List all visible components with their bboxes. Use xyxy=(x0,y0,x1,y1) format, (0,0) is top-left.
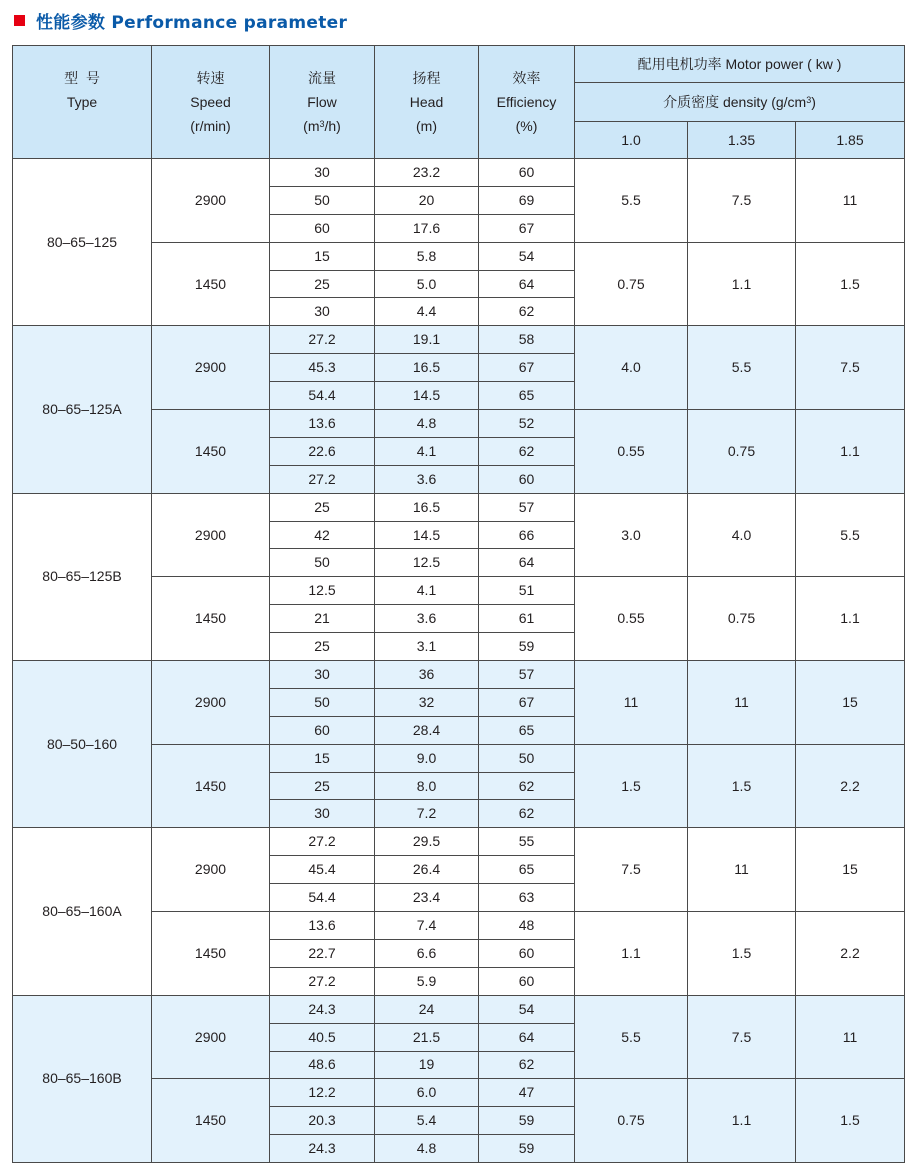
efficiency-cell: 55 xyxy=(479,828,575,856)
speed-cell: 1450 xyxy=(152,744,270,828)
efficiency-cell: 67 xyxy=(479,354,575,382)
efficiency-cell: 64 xyxy=(479,270,575,298)
performance-table xyxy=(12,45,905,1163)
flow-cell: 45.3 xyxy=(270,354,375,382)
power-1-35-cell: 7.5 xyxy=(688,995,796,1079)
head-cell: 16.5 xyxy=(375,354,479,382)
efficiency-cell: 58 xyxy=(479,326,575,354)
head-cell: 4.1 xyxy=(375,437,479,465)
power-1-0-cell: 1.5 xyxy=(575,744,688,828)
efficiency-cell: 59 xyxy=(479,633,575,661)
power-1-0-cell: 0.55 xyxy=(575,577,688,661)
power-1-85-cell: 11 xyxy=(796,995,905,1079)
power-1-85-cell: 1.1 xyxy=(796,410,905,494)
flow-cell: 50 xyxy=(270,549,375,577)
flow-cell: 15 xyxy=(270,242,375,270)
efficiency-cell: 57 xyxy=(479,493,575,521)
power-1-35-cell: 11 xyxy=(688,661,796,745)
speed-cell: 1450 xyxy=(152,577,270,661)
efficiency-cell: 67 xyxy=(479,688,575,716)
head-cell: 5.4 xyxy=(375,1107,479,1135)
table-header xyxy=(13,46,905,159)
flow-cell: 25 xyxy=(270,270,375,298)
efficiency-cell: 60 xyxy=(479,939,575,967)
head-cell: 3.6 xyxy=(375,465,479,493)
power-1-85-cell: 1.5 xyxy=(796,242,905,326)
flow-cell: 13.6 xyxy=(270,410,375,438)
power-1-0-cell: 3.0 xyxy=(575,493,688,577)
efficiency-cell: 62 xyxy=(479,800,575,828)
power-1-0-cell: 7.5 xyxy=(575,828,688,912)
head-cell: 9.0 xyxy=(375,744,479,772)
model-type-cell: 80–65–160B xyxy=(13,995,152,1162)
speed-cell: 2900 xyxy=(152,326,270,410)
efficiency-cell: 63 xyxy=(479,884,575,912)
efficiency-cell: 62 xyxy=(479,437,575,465)
speed-cell: 2900 xyxy=(152,159,270,243)
header-density: 介质密度 density $(g/cm^3)$ xyxy=(575,83,905,122)
power-1-35-cell: 7.5 xyxy=(688,159,796,243)
efficiency-cell: 65 xyxy=(479,856,575,884)
power-1-0-cell: 11 xyxy=(575,661,688,745)
flow-cell: 25 xyxy=(270,772,375,800)
flow-cell: 60 xyxy=(270,214,375,242)
power-1-35-cell: 11 xyxy=(688,828,796,912)
efficiency-cell: 50 xyxy=(479,744,575,772)
efficiency-cell: 59 xyxy=(479,1135,575,1163)
header-head: 扬程 Head (m) xyxy=(375,46,479,159)
efficiency-cell: 60 xyxy=(479,465,575,493)
head-cell: 5.8 xyxy=(375,242,479,270)
power-1-0-cell: 4.0 xyxy=(575,326,688,410)
power-1-0-cell: 5.5 xyxy=(575,995,688,1079)
head-cell: 20 xyxy=(375,186,479,214)
efficiency-cell: 64 xyxy=(479,549,575,577)
flow-cell: 30 xyxy=(270,661,375,689)
flow-cell: 27.2 xyxy=(270,967,375,995)
power-1-35-cell: 1.5 xyxy=(688,744,796,828)
speed-cell: 2900 xyxy=(152,995,270,1079)
flow-cell: 54.4 xyxy=(270,382,375,410)
efficiency-cell: 59 xyxy=(479,1107,575,1135)
header-flow: 流量 Flow $(m^3/h)$ xyxy=(270,46,375,159)
head-cell: 7.2 xyxy=(375,800,479,828)
flow-cell: 27.2 xyxy=(270,465,375,493)
red-square-marker-icon xyxy=(14,15,25,26)
efficiency-cell: 51 xyxy=(479,577,575,605)
speed-cell: 1450 xyxy=(152,410,270,494)
efficiency-cell: 67 xyxy=(479,214,575,242)
efficiency-cell: 64 xyxy=(479,1023,575,1051)
speed-cell: 1450 xyxy=(152,1079,270,1163)
head-cell: 6.0 xyxy=(375,1079,479,1107)
efficiency-cell: 62 xyxy=(479,298,575,326)
head-cell: 4.8 xyxy=(375,1135,479,1163)
head-cell: 36 xyxy=(375,661,479,689)
head-cell: 19.1 xyxy=(375,326,479,354)
head-cell: 24 xyxy=(375,995,479,1023)
power-1-35-cell: 1.1 xyxy=(688,242,796,326)
head-cell: 29.5 xyxy=(375,828,479,856)
power-1-35-cell: 0.75 xyxy=(688,577,796,661)
flow-cell: 30 xyxy=(270,159,375,187)
table-row xyxy=(13,326,905,354)
head-cell: 4.8 xyxy=(375,410,479,438)
header-efficiency: 效率 Efficiency (%) xyxy=(479,46,575,159)
table-row xyxy=(13,995,905,1023)
model-type-cell: 80–50–160 xyxy=(13,661,152,828)
power-1-85-cell: 1.1 xyxy=(796,577,905,661)
head-cell: 28.4 xyxy=(375,716,479,744)
head-cell: 14.5 xyxy=(375,382,479,410)
flow-cell: 30 xyxy=(270,800,375,828)
flow-cell: 54.4 xyxy=(270,884,375,912)
head-cell: 19 xyxy=(375,1051,479,1079)
efficiency-cell: 60 xyxy=(479,967,575,995)
flow-cell: 20.3 xyxy=(270,1107,375,1135)
power-1-35-cell: 1.1 xyxy=(688,1079,796,1163)
efficiency-cell: 66 xyxy=(479,521,575,549)
page-title-bar xyxy=(14,8,347,32)
power-1-85-cell: 2.2 xyxy=(796,744,905,828)
table-row xyxy=(13,493,905,521)
flow-cell: 27.2 xyxy=(270,326,375,354)
flow-cell: 21 xyxy=(270,605,375,633)
efficiency-cell: 57 xyxy=(479,661,575,689)
table-row xyxy=(13,661,905,689)
head-cell: 23.2 xyxy=(375,159,479,187)
flow-cell: 24.3 xyxy=(270,995,375,1023)
header-motor-power: 配用电机功率 Motor power ( kw ) xyxy=(575,46,905,83)
header-type: 型 号 Type xyxy=(13,46,152,159)
speed-cell: 2900 xyxy=(152,661,270,745)
efficiency-cell: 69 xyxy=(479,186,575,214)
efficiency-cell: 65 xyxy=(479,382,575,410)
head-cell: 17.6 xyxy=(375,214,479,242)
head-cell: 32 xyxy=(375,688,479,716)
header-density-value: 1.0 xyxy=(575,122,688,159)
table-row xyxy=(13,828,905,856)
efficiency-cell: 48 xyxy=(479,912,575,940)
efficiency-cell: 61 xyxy=(479,605,575,633)
power-1-0-cell: 0.75 xyxy=(575,242,688,326)
header-speed: 转速 Speed (r/min) xyxy=(152,46,270,159)
power-1-85-cell: 2.2 xyxy=(796,912,905,996)
model-type-cell: 80–65–125A xyxy=(13,326,152,493)
power-1-35-cell: 0.75 xyxy=(688,410,796,494)
speed-cell: 2900 xyxy=(152,493,270,577)
power-1-85-cell: 1.5 xyxy=(796,1079,905,1163)
head-cell: 4.1 xyxy=(375,577,479,605)
head-cell: 5.0 xyxy=(375,270,479,298)
flow-cell: 27.2 xyxy=(270,828,375,856)
power-1-0-cell: 5.5 xyxy=(575,159,688,243)
model-type-cell: 80–65–125B xyxy=(13,493,152,660)
head-cell: 3.6 xyxy=(375,605,479,633)
speed-cell: 1450 xyxy=(152,242,270,326)
header-density-value: 1.35 xyxy=(688,122,796,159)
efficiency-cell: 54 xyxy=(479,995,575,1023)
flow-cell: 25 xyxy=(270,633,375,661)
power-1-35-cell: 4.0 xyxy=(688,493,796,577)
flow-cell: 22.7 xyxy=(270,939,375,967)
flow-cell: 48.6 xyxy=(270,1051,375,1079)
power-1-85-cell: 7.5 xyxy=(796,326,905,410)
speed-cell: 2900 xyxy=(152,828,270,912)
flow-cell: 30 xyxy=(270,298,375,326)
efficiency-cell: 65 xyxy=(479,716,575,744)
efficiency-cell: 54 xyxy=(479,242,575,270)
efficiency-cell: 62 xyxy=(479,772,575,800)
flow-cell: 25 xyxy=(270,493,375,521)
flow-cell: 15 xyxy=(270,744,375,772)
flow-cell: 50 xyxy=(270,688,375,716)
page-title: 性能参数 Performance parameter xyxy=(36,12,348,33)
power-1-35-cell: 1.5 xyxy=(688,912,796,996)
efficiency-cell: 47 xyxy=(479,1079,575,1107)
power-1-0-cell: 1.1 xyxy=(575,912,688,996)
efficiency-cell: 62 xyxy=(479,1051,575,1079)
power-1-35-cell: 5.5 xyxy=(688,326,796,410)
power-1-85-cell: 5.5 xyxy=(796,493,905,577)
model-type-cell: 80–65–160A xyxy=(13,828,152,995)
flow-cell: 45.4 xyxy=(270,856,375,884)
flow-cell: 12.2 xyxy=(270,1079,375,1107)
flow-cell: 13.6 xyxy=(270,912,375,940)
flow-cell: 12.5 xyxy=(270,577,375,605)
flow-cell: 40.5 xyxy=(270,1023,375,1051)
head-cell: 26.4 xyxy=(375,856,479,884)
speed-cell: 1450 xyxy=(152,912,270,996)
efficiency-cell: 60 xyxy=(479,159,575,187)
power-1-85-cell: 11 xyxy=(796,159,905,243)
head-cell: 23.4 xyxy=(375,884,479,912)
head-cell: 5.9 xyxy=(375,967,479,995)
power-1-0-cell: 0.55 xyxy=(575,410,688,494)
power-1-85-cell: 15 xyxy=(796,661,905,745)
head-cell: 7.4 xyxy=(375,912,479,940)
power-1-85-cell: 15 xyxy=(796,828,905,912)
flow-cell: 60 xyxy=(270,716,375,744)
table-body xyxy=(13,159,905,1163)
header-density-value: 1.85 xyxy=(796,122,905,159)
efficiency-cell: 52 xyxy=(479,410,575,438)
head-cell: 21.5 xyxy=(375,1023,479,1051)
flow-cell: 24.3 xyxy=(270,1135,375,1163)
head-cell: 14.5 xyxy=(375,521,479,549)
head-cell: 6.6 xyxy=(375,939,479,967)
head-cell: 16.5 xyxy=(375,493,479,521)
table-row xyxy=(13,159,905,187)
power-1-0-cell: 0.75 xyxy=(575,1079,688,1163)
model-type-cell: 80–65–125 xyxy=(13,159,152,326)
head-cell: 4.4 xyxy=(375,298,479,326)
flow-cell: 22.6 xyxy=(270,437,375,465)
head-cell: 12.5 xyxy=(375,549,479,577)
flow-cell: 42 xyxy=(270,521,375,549)
head-cell: 8.0 xyxy=(375,772,479,800)
head-cell: 3.1 xyxy=(375,633,479,661)
flow-cell: 50 xyxy=(270,186,375,214)
